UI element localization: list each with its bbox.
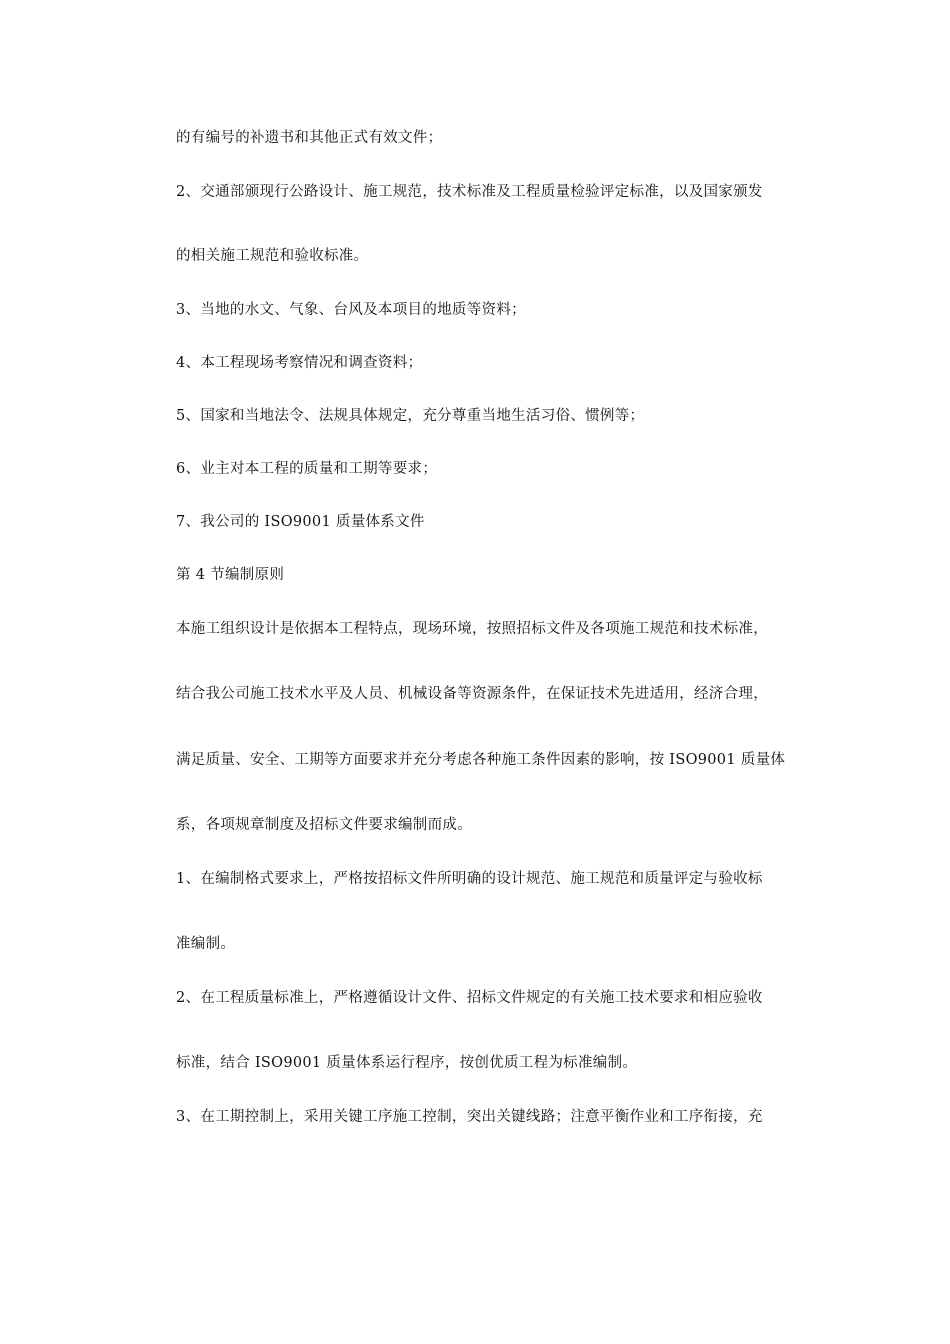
section-heading: 第 4 节编制原则 <box>176 567 285 583</box>
text-line: 系，各项规章制度及招标文件要求编制而成。 <box>176 817 472 833</box>
text-line: 1、在编制格式要求上，严格按招标文件所明确的设计规范、施工规范和质量评定与验收标 <box>176 871 763 887</box>
text-line: 的有编号的补遗书和其他正式有效文件； <box>176 130 443 146</box>
text-line: 3、当地的水文、气象、台风及本项目的地质等资料； <box>176 302 526 318</box>
text-line: 满足质量、安全、工期等方面要求并充分考虑各种施工条件因素的影响，按 ISO9001 质量体 <box>176 752 786 768</box>
text-line: 3、在工期控制上，采用关键工序施工控制，突出关键线路；注意平衡作业和工序衔接，充 <box>176 1109 763 1125</box>
text-line: 本施工组织设计是依据本工程特点，现场环境，按照招标文件及各项施工规范和技术标准， <box>176 621 768 637</box>
text-line: 结合我公司施工技术水平及人员、机械设备等资源条件，在保证技术先进适用，经济合理， <box>176 686 768 702</box>
text-line: 2、交通部颁现行公路设计、施工规范，技术标准及工程质量检验评定标准，以及国家颁发 <box>176 184 763 200</box>
text-line: 准编制。 <box>176 936 236 952</box>
text-line: 5、国家和当地法令、法规具体规定，充分尊重当地生活习俗、惯例等； <box>176 408 645 424</box>
text-line: 6、业主对本工程的质量和工期等要求； <box>176 461 438 477</box>
text-line: 4、本工程现场考察情况和调查资料； <box>176 355 423 371</box>
text-line: 7、我公司的 ISO9001 质量体系文件 <box>176 514 425 530</box>
text-line: 2、在工程质量标准上，严格遵循设计文件、招标文件规定的有关施工技术要求和相应验收 <box>176 990 763 1006</box>
text-line: 的相关施工规范和验收标准。 <box>176 248 369 264</box>
text-line: 标准，结合 ISO9001 质量体系运行程序，按创优质工程为标准编制。 <box>176 1055 638 1071</box>
